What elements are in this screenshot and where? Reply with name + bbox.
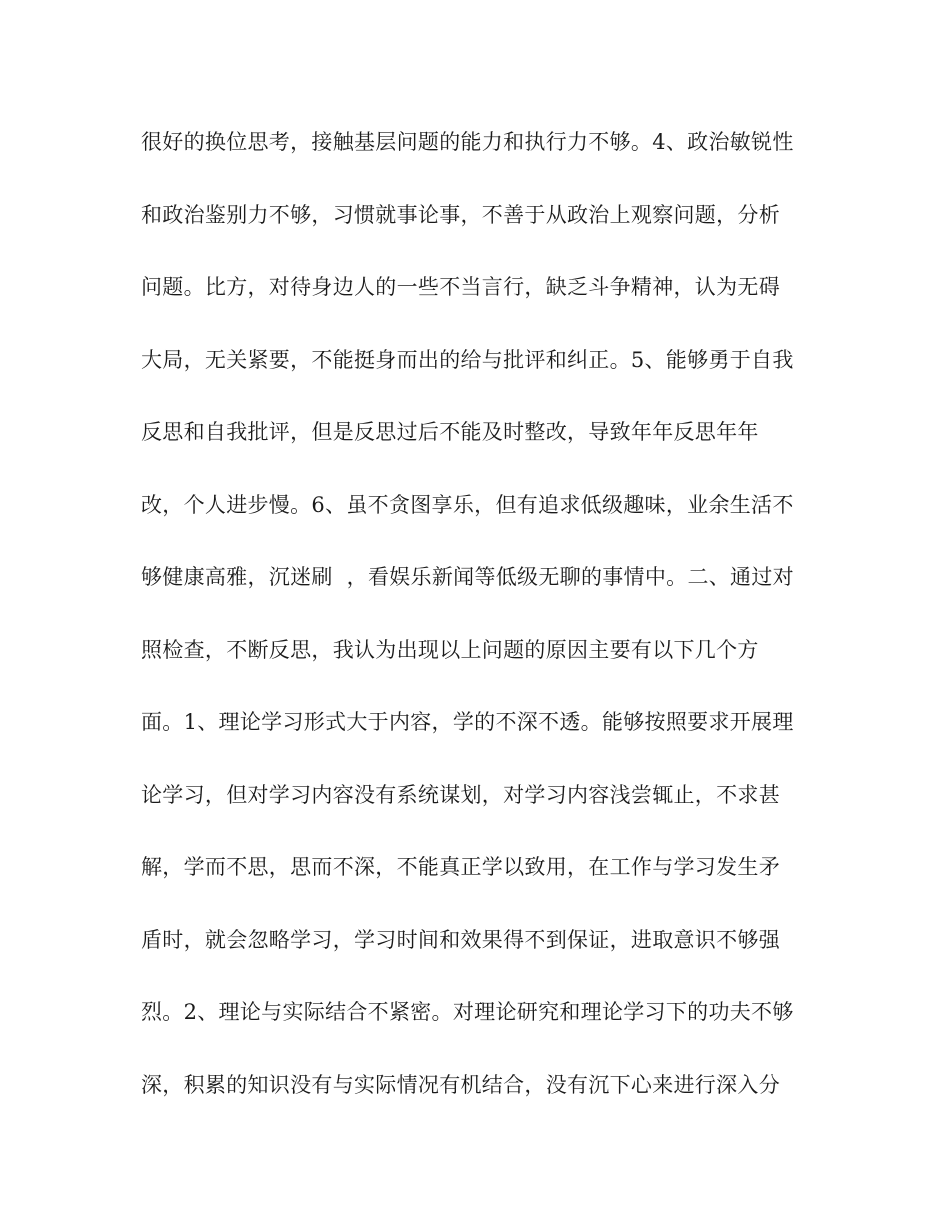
text-line: 大局，无关紧要，不能挺身而出的给与批评和纠正。5、能够勇于自我 bbox=[141, 347, 794, 372]
text-line: 盾时，就会忽略学习，学习时间和效果得不到保证，进取意识不够强 bbox=[141, 927, 780, 952]
body-text bbox=[141, 124, 821, 1139]
text-line: 面。1、理论学习形式大于内容，学的不深不透。能够按照要求开展理 bbox=[141, 710, 794, 734]
text-line: 改，个人进步慢。6、虽不贪图享乐，但有追求低级趣味，业余生活不 bbox=[141, 492, 794, 517]
text-line: 够健康高雅，沉迷刷 ，看娱乐新闻等低级无聊的事情中。二、通过对 bbox=[141, 565, 794, 589]
text-line: 问题。比方，对待身边人的一些不当言行，缺乏斗争精神，认为无碍 bbox=[141, 275, 780, 299]
text-line: 解，学而不思，思而不深，不能真正学以致用，在工作与学习发生矛 bbox=[141, 855, 780, 879]
text-line: 论学习，但对学习内容没有系统谋划，对学习内容浅尝辄止，不求甚 bbox=[141, 782, 780, 807]
text-line: 反思和自我批评，但是反思过后不能及时整改，导致年年反思年年 bbox=[141, 420, 759, 444]
text-line: 照检查，不断反思，我认为出现以上问题的原因主要有以下几个方 bbox=[141, 637, 759, 662]
text-line: 烈。2、理论与实际结合不紧密。对理论研究和理论学习下的功夫不够 bbox=[141, 1000, 794, 1024]
text-line: 和政治鉴别力不够，习惯就事论事，不善于从政治上观察问题，分析 bbox=[141, 202, 780, 227]
text-line: 很好的换位思考，接触基层问题的能力和执行力不够。4、政治敏锐性 bbox=[141, 130, 794, 154]
text-line: 深，积累的知识没有与实际情况有机结合，没有沉下心来进行深入分 bbox=[141, 1072, 780, 1097]
